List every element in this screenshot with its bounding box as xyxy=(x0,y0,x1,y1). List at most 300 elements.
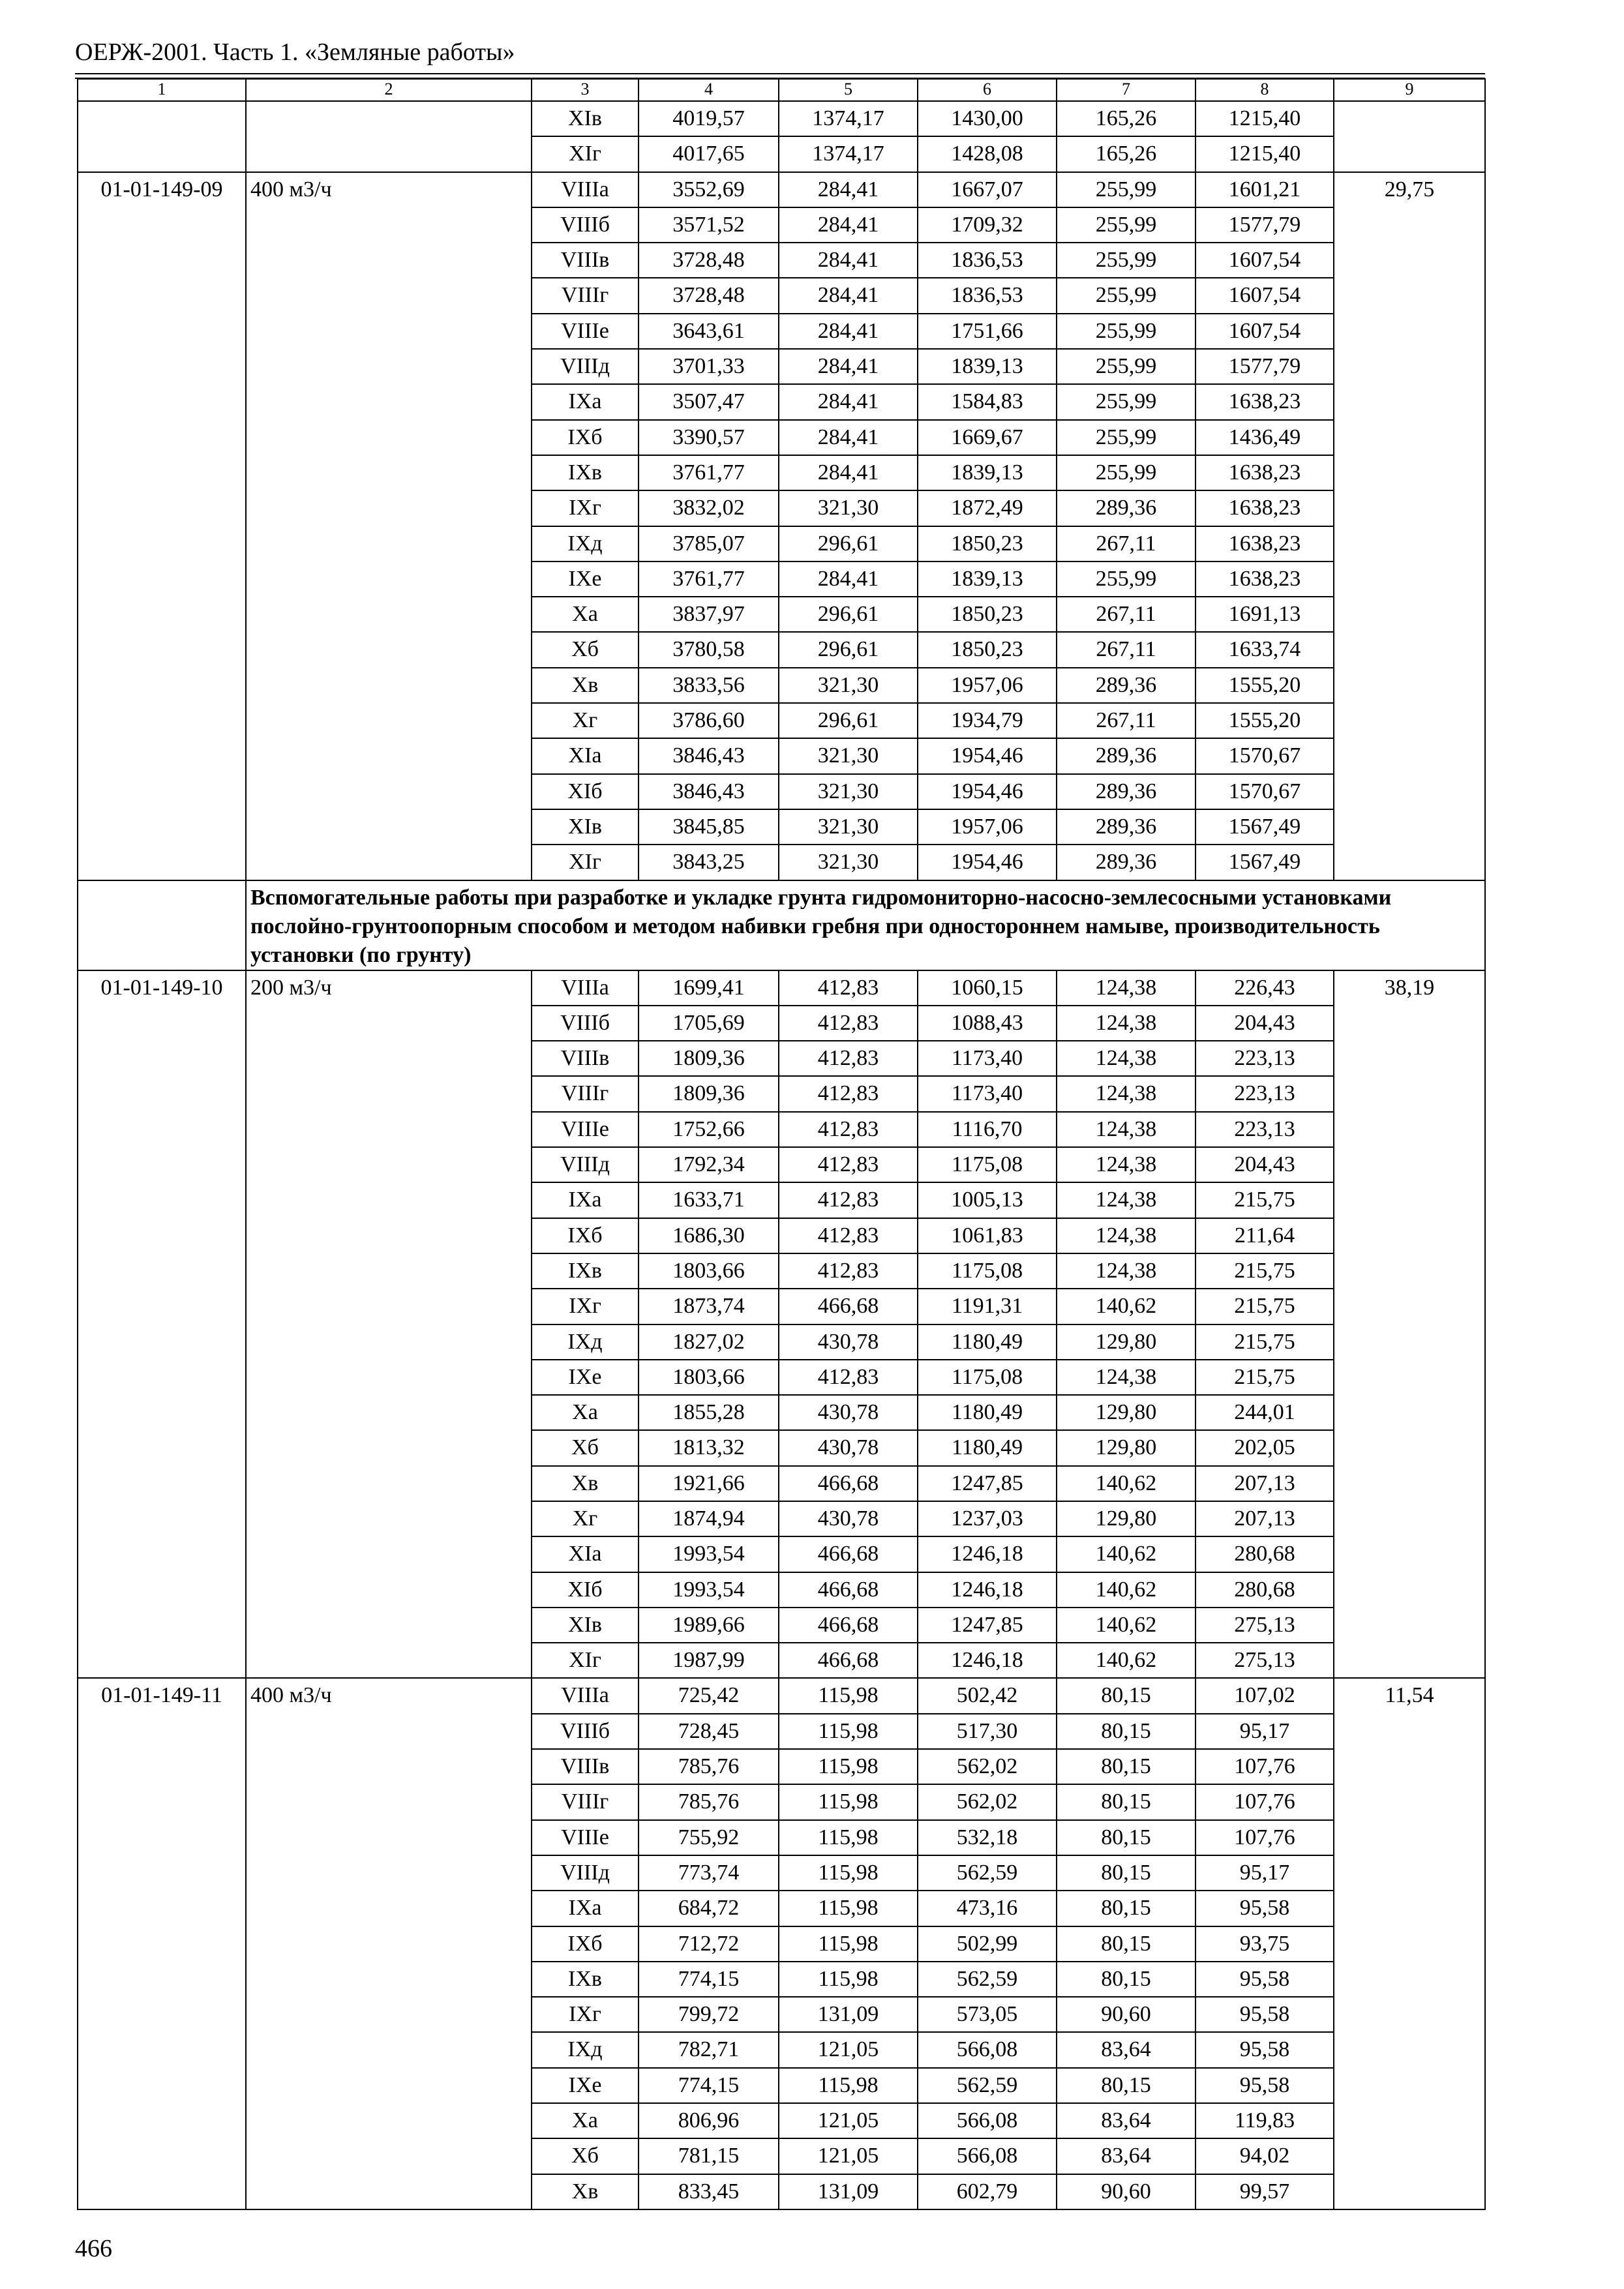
value-cell: 223,13 xyxy=(1195,1041,1334,1076)
value-cell: 115,98 xyxy=(779,1749,918,1784)
soil-group-cell: Xв xyxy=(532,2174,639,2209)
soil-group-cell: IXг xyxy=(532,1997,639,2032)
code-cell xyxy=(78,101,246,172)
value-cell: 430,78 xyxy=(779,1501,918,1536)
code-cell: 01-01-149-09 xyxy=(78,172,246,880)
value-cell: 1638,23 xyxy=(1195,455,1334,490)
soil-group-cell: VIIIа xyxy=(532,970,639,1006)
value-cell: 284,41 xyxy=(779,561,918,597)
soil-group-cell: Xг xyxy=(532,1501,639,1536)
value-cell: 255,99 xyxy=(1057,455,1195,490)
value-cell: 115,98 xyxy=(779,1784,918,1819)
value-cell: 4017,65 xyxy=(639,136,779,172)
value-cell: 267,11 xyxy=(1057,597,1195,632)
soil-group-cell: IXб xyxy=(532,1926,639,1962)
page-header-title: ОЕРЖ-2001. Часть 1. «Земляные работы» xyxy=(75,38,515,66)
value-cell: 121,05 xyxy=(779,2103,918,2138)
value-cell: 1855,28 xyxy=(639,1395,779,1430)
column-number: 9 xyxy=(1334,79,1485,101)
column-number: 1 xyxy=(78,79,246,101)
value-cell: 774,15 xyxy=(639,2068,779,2103)
value-cell: 430,78 xyxy=(779,1324,918,1360)
soil-group-cell: VIIIв xyxy=(532,1749,639,1784)
value-cell: 124,38 xyxy=(1057,1253,1195,1289)
soil-group-cell: VIIIе xyxy=(532,314,639,349)
value-cell: 1247,85 xyxy=(918,1466,1057,1501)
value-cell: 1638,23 xyxy=(1195,561,1334,597)
soil-group-cell: IXд xyxy=(532,1324,639,1360)
value-cell: 284,41 xyxy=(779,278,918,313)
col9-cell xyxy=(1334,101,1485,172)
value-cell: 773,74 xyxy=(639,1855,779,1891)
value-cell: 1175,08 xyxy=(918,1360,1057,1395)
value-cell: 3728,48 xyxy=(639,278,779,313)
value-cell: 3390,57 xyxy=(639,420,779,455)
value-cell: 1638,23 xyxy=(1195,384,1334,419)
value-cell: 712,72 xyxy=(639,1926,779,1962)
table-row xyxy=(78,101,1485,136)
value-cell: 566,08 xyxy=(918,2032,1057,2067)
value-cell: 296,61 xyxy=(779,632,918,667)
code-cell: 01-01-149-10 xyxy=(78,970,246,1679)
value-cell: 466,68 xyxy=(779,1572,918,1608)
value-cell: 115,98 xyxy=(779,1926,918,1962)
value-cell: 289,36 xyxy=(1057,738,1195,773)
value-cell: 1570,67 xyxy=(1195,774,1334,809)
value-cell: 1752,66 xyxy=(639,1112,779,1147)
value-cell: 1792,34 xyxy=(639,1147,779,1182)
value-cell: 502,99 xyxy=(918,1926,1057,1962)
value-cell: 1173,40 xyxy=(918,1076,1057,1111)
value-cell: 131,09 xyxy=(779,2174,918,2209)
value-cell: 94,02 xyxy=(1195,2138,1334,2174)
value-cell: 215,75 xyxy=(1195,1253,1334,1289)
value-cell: 3571,52 xyxy=(639,207,779,243)
value-cell: 255,99 xyxy=(1057,278,1195,313)
value-cell: 1601,21 xyxy=(1195,172,1334,207)
value-cell: 3507,47 xyxy=(639,384,779,419)
value-cell: 1954,46 xyxy=(918,774,1057,809)
soil-group-cell: Xб xyxy=(532,632,639,667)
value-cell: 115,98 xyxy=(779,1820,918,1855)
value-cell: 562,59 xyxy=(918,1962,1057,1997)
soil-group-cell: VIIIб xyxy=(532,1006,639,1041)
value-cell: 1836,53 xyxy=(918,243,1057,278)
productivity-cell: 200 м3/ч xyxy=(246,970,532,1679)
value-cell: 107,76 xyxy=(1195,1820,1334,1855)
value-cell: 785,76 xyxy=(639,1749,779,1784)
value-cell: 215,75 xyxy=(1195,1289,1334,1324)
value-cell: 1374,17 xyxy=(779,101,918,136)
value-cell: 1993,54 xyxy=(639,1572,779,1608)
value-cell: 207,13 xyxy=(1195,1466,1334,1501)
value-cell: 1607,54 xyxy=(1195,243,1334,278)
value-cell: 473,16 xyxy=(918,1891,1057,1926)
section-heading: Вспомогательные работы при разработке и укладке грунта гидромониторно-насосно-землесосными установками послойно-грунтоопорным способом и методом набивки гребня при одностороннем намыве, производительность установки (по грунту) xyxy=(246,880,1485,970)
table-row xyxy=(78,1678,1485,1713)
soil-group-cell: VIIIа xyxy=(532,1678,639,1713)
value-cell: 1374,17 xyxy=(779,136,918,172)
soil-group-cell: VIIIд xyxy=(532,1855,639,1891)
value-cell: 3843,25 xyxy=(639,845,779,880)
value-cell: 107,76 xyxy=(1195,1749,1334,1784)
soil-group-cell: XIа xyxy=(532,1536,639,1572)
value-cell: 95,58 xyxy=(1195,2032,1334,2067)
section-heading-spacer xyxy=(78,880,246,970)
soil-group-cell: IXг xyxy=(532,490,639,526)
value-cell: 275,13 xyxy=(1195,1643,1334,1678)
value-cell: 1699,41 xyxy=(639,970,779,1006)
value-cell: 280,68 xyxy=(1195,1536,1334,1572)
value-cell: 255,99 xyxy=(1057,314,1195,349)
value-cell: 95,58 xyxy=(1195,1962,1334,1997)
value-cell: 1827,02 xyxy=(639,1324,779,1360)
value-cell: 296,61 xyxy=(779,703,918,738)
value-cell: 95,58 xyxy=(1195,1891,1334,1926)
value-cell: 1175,08 xyxy=(918,1253,1057,1289)
soil-group-cell: IXе xyxy=(532,561,639,597)
soil-group-cell: VIIIе xyxy=(532,1112,639,1147)
value-cell: 412,83 xyxy=(779,1006,918,1041)
value-cell: 202,05 xyxy=(1195,1430,1334,1465)
value-cell: 1555,20 xyxy=(1195,703,1334,738)
value-cell: 296,61 xyxy=(779,526,918,561)
value-cell: 124,38 xyxy=(1057,1218,1195,1253)
value-cell: 140,62 xyxy=(1057,1289,1195,1324)
soil-group-cell: VIIIг xyxy=(532,278,639,313)
value-cell: 321,30 xyxy=(779,668,918,703)
value-cell: 412,83 xyxy=(779,1182,918,1218)
value-cell: 267,11 xyxy=(1057,632,1195,667)
value-cell: 1175,08 xyxy=(918,1147,1057,1182)
value-cell: 3786,60 xyxy=(639,703,779,738)
value-cell: 412,83 xyxy=(779,1112,918,1147)
value-cell: 140,62 xyxy=(1057,1572,1195,1608)
value-cell: 289,36 xyxy=(1057,809,1195,845)
value-cell: 4019,57 xyxy=(639,101,779,136)
value-cell: 1577,79 xyxy=(1195,349,1334,384)
value-cell: 573,05 xyxy=(918,1997,1057,2032)
value-cell: 1060,15 xyxy=(918,970,1057,1006)
soil-group-cell: VIIIб xyxy=(532,207,639,243)
value-cell: 80,15 xyxy=(1057,1784,1195,1819)
soil-group-cell: IXд xyxy=(532,2032,639,2067)
value-cell: 1570,67 xyxy=(1195,738,1334,773)
soil-group-cell: VIIIе xyxy=(532,1820,639,1855)
value-cell: 1686,30 xyxy=(639,1218,779,1253)
value-cell: 255,99 xyxy=(1057,207,1195,243)
soil-group-cell: XIа xyxy=(532,738,639,773)
value-cell: 223,13 xyxy=(1195,1112,1334,1147)
value-cell: 95,17 xyxy=(1195,1855,1334,1891)
column-number: 2 xyxy=(246,79,532,101)
value-cell: 93,75 xyxy=(1195,1926,1334,1962)
value-cell: 223,13 xyxy=(1195,1076,1334,1111)
value-cell: 602,79 xyxy=(918,2174,1057,2209)
value-cell: 684,72 xyxy=(639,1891,779,1926)
value-cell: 267,11 xyxy=(1057,526,1195,561)
value-cell: 781,15 xyxy=(639,2138,779,2174)
value-cell: 204,43 xyxy=(1195,1147,1334,1182)
value-cell: 3643,61 xyxy=(639,314,779,349)
soil-group-cell: XIг xyxy=(532,136,639,172)
value-cell: 1638,23 xyxy=(1195,526,1334,561)
soil-group-cell: IXв xyxy=(532,1253,639,1289)
value-cell: 3761,77 xyxy=(639,561,779,597)
value-cell: 517,30 xyxy=(918,1714,1057,1749)
value-cell: 1584,83 xyxy=(918,384,1057,419)
value-cell: 296,61 xyxy=(779,597,918,632)
col9-cell: 38,19 xyxy=(1334,970,1485,1679)
value-cell: 284,41 xyxy=(779,172,918,207)
value-cell: 1428,08 xyxy=(918,136,1057,172)
soil-group-cell: Xа xyxy=(532,2103,639,2138)
soil-group-cell: IXа xyxy=(532,1891,639,1926)
value-cell: 1669,67 xyxy=(918,420,1057,455)
soil-group-cell: IXг xyxy=(532,1289,639,1324)
value-cell: 3846,43 xyxy=(639,774,779,809)
value-cell: 833,45 xyxy=(639,2174,779,2209)
rates-table xyxy=(77,78,1486,2210)
value-cell: 1430,00 xyxy=(918,101,1057,136)
table-row xyxy=(78,970,1485,1006)
value-cell: 532,18 xyxy=(918,1820,1057,1855)
value-cell: 115,98 xyxy=(779,2068,918,2103)
value-cell: 124,38 xyxy=(1057,1360,1195,1395)
value-cell: 207,13 xyxy=(1195,1501,1334,1536)
value-cell: 204,43 xyxy=(1195,1006,1334,1041)
value-cell: 215,75 xyxy=(1195,1324,1334,1360)
soil-group-cell: IXв xyxy=(532,1962,639,1997)
value-cell: 1180,49 xyxy=(918,1430,1057,1465)
soil-group-cell: XIб xyxy=(532,774,639,809)
column-number: 5 xyxy=(779,79,918,101)
value-cell: 3837,97 xyxy=(639,597,779,632)
value-cell: 95,17 xyxy=(1195,1714,1334,1749)
value-cell: 165,26 xyxy=(1057,136,1195,172)
soil-group-cell: XIв xyxy=(532,809,639,845)
value-cell: 562,02 xyxy=(918,1749,1057,1784)
soil-group-cell: IXв xyxy=(532,455,639,490)
soil-group-cell: XIб xyxy=(532,1572,639,1608)
value-cell: 1180,49 xyxy=(918,1395,1057,1430)
value-cell: 1607,54 xyxy=(1195,314,1334,349)
productivity-cell: 400 м3/ч xyxy=(246,1678,532,2209)
value-cell: 1839,13 xyxy=(918,561,1057,597)
value-cell: 502,42 xyxy=(918,1678,1057,1713)
soil-group-cell: VIIIб xyxy=(532,1714,639,1749)
value-cell: 80,15 xyxy=(1057,1926,1195,1962)
value-cell: 1180,49 xyxy=(918,1324,1057,1360)
value-cell: 3552,69 xyxy=(639,172,779,207)
value-cell: 1705,69 xyxy=(639,1006,779,1041)
value-cell: 1957,06 xyxy=(918,809,1057,845)
value-cell: 1173,40 xyxy=(918,1041,1057,1076)
value-cell: 412,83 xyxy=(779,1041,918,1076)
value-cell: 80,15 xyxy=(1057,1678,1195,1713)
value-cell: 430,78 xyxy=(779,1430,918,1465)
value-cell: 284,41 xyxy=(779,349,918,384)
value-cell: 284,41 xyxy=(779,243,918,278)
value-cell: 95,58 xyxy=(1195,1997,1334,2032)
column-number: 8 xyxy=(1195,79,1334,101)
value-cell: 562,59 xyxy=(918,2068,1057,2103)
value-cell: 1809,36 xyxy=(639,1076,779,1111)
col9-cell: 11,54 xyxy=(1334,1678,1485,2209)
value-cell: 289,36 xyxy=(1057,668,1195,703)
value-cell: 121,05 xyxy=(779,2032,918,2067)
column-number-row xyxy=(78,79,1485,101)
soil-group-cell: Xв xyxy=(532,1466,639,1501)
value-cell: 83,64 xyxy=(1057,2032,1195,2067)
soil-group-cell: VIIIг xyxy=(532,1076,639,1111)
table-row xyxy=(78,172,1485,207)
value-cell: 806,96 xyxy=(639,2103,779,2138)
productivity-cell: 400 м3/ч xyxy=(246,172,532,880)
soil-group-cell: XIв xyxy=(532,1608,639,1643)
value-cell: 1215,40 xyxy=(1195,101,1334,136)
value-cell: 1934,79 xyxy=(918,703,1057,738)
value-cell: 782,71 xyxy=(639,2032,779,2067)
value-cell: 321,30 xyxy=(779,738,918,773)
header-rule-top xyxy=(75,73,1485,74)
value-cell: 115,98 xyxy=(779,1678,918,1713)
value-cell: 267,11 xyxy=(1057,703,1195,738)
value-cell: 1638,23 xyxy=(1195,490,1334,526)
value-cell: 562,59 xyxy=(918,1855,1057,1891)
value-cell: 1987,99 xyxy=(639,1643,779,1678)
soil-group-cell: Xа xyxy=(532,597,639,632)
value-cell: 115,98 xyxy=(779,1891,918,1926)
value-cell: 3780,58 xyxy=(639,632,779,667)
soil-group-cell: Xв xyxy=(532,668,639,703)
value-cell: 255,99 xyxy=(1057,420,1195,455)
soil-group-cell: Xб xyxy=(532,1430,639,1465)
value-cell: 289,36 xyxy=(1057,845,1195,880)
value-cell: 1873,74 xyxy=(639,1289,779,1324)
value-cell: 80,15 xyxy=(1057,1714,1195,1749)
value-cell: 95,58 xyxy=(1195,2068,1334,2103)
value-cell: 1667,07 xyxy=(918,172,1057,207)
value-cell: 90,60 xyxy=(1057,2174,1195,2209)
value-cell: 466,68 xyxy=(779,1536,918,1572)
soil-group-cell: VIIIд xyxy=(532,1147,639,1182)
soil-group-cell: IXд xyxy=(532,526,639,561)
value-cell: 129,80 xyxy=(1057,1395,1195,1430)
value-cell: 785,76 xyxy=(639,1784,779,1819)
value-cell: 124,38 xyxy=(1057,1041,1195,1076)
value-cell: 728,45 xyxy=(639,1714,779,1749)
soil-group-cell: VIIIв xyxy=(532,243,639,278)
value-cell: 80,15 xyxy=(1057,1749,1195,1784)
value-cell: 562,02 xyxy=(918,1784,1057,1819)
value-cell: 3785,07 xyxy=(639,526,779,561)
value-cell: 1872,49 xyxy=(918,490,1057,526)
value-cell: 1989,66 xyxy=(639,1608,779,1643)
value-cell: 1850,23 xyxy=(918,632,1057,667)
value-cell: 566,08 xyxy=(918,2103,1057,2138)
value-cell: 289,36 xyxy=(1057,774,1195,809)
value-cell: 321,30 xyxy=(779,490,918,526)
value-cell: 412,83 xyxy=(779,1147,918,1182)
value-cell: 466,68 xyxy=(779,1289,918,1324)
soil-group-cell: IXе xyxy=(532,1360,639,1395)
value-cell: 255,99 xyxy=(1057,349,1195,384)
soil-group-cell: XIв xyxy=(532,101,639,136)
value-cell: 215,75 xyxy=(1195,1360,1334,1395)
value-cell: 284,41 xyxy=(779,384,918,419)
value-cell: 80,15 xyxy=(1057,2068,1195,2103)
value-cell: 1191,31 xyxy=(918,1289,1057,1324)
soil-group-cell: Xб xyxy=(532,2138,639,2174)
value-cell: 321,30 xyxy=(779,845,918,880)
value-cell: 1850,23 xyxy=(918,526,1057,561)
value-cell: 226,43 xyxy=(1195,970,1334,1006)
value-cell: 80,15 xyxy=(1057,1962,1195,1997)
value-cell: 1954,46 xyxy=(918,845,1057,880)
value-cell: 1809,36 xyxy=(639,1041,779,1076)
value-cell: 412,83 xyxy=(779,1076,918,1111)
value-cell: 725,42 xyxy=(639,1678,779,1713)
value-cell: 1246,18 xyxy=(918,1572,1057,1608)
value-cell: 430,78 xyxy=(779,1395,918,1430)
value-cell: 3846,43 xyxy=(639,738,779,773)
value-cell: 1237,03 xyxy=(918,1501,1057,1536)
value-cell: 255,99 xyxy=(1057,172,1195,207)
soil-group-cell: XIг xyxy=(532,845,639,880)
value-cell: 1691,13 xyxy=(1195,597,1334,632)
value-cell: 80,15 xyxy=(1057,1855,1195,1891)
value-cell: 83,64 xyxy=(1057,2138,1195,2174)
value-cell: 799,72 xyxy=(639,1997,779,2032)
value-cell: 244,01 xyxy=(1195,1395,1334,1430)
soil-group-cell: IXа xyxy=(532,384,639,419)
value-cell: 466,68 xyxy=(779,1643,918,1678)
value-cell: 131,09 xyxy=(779,1997,918,2032)
value-cell: 1957,06 xyxy=(918,668,1057,703)
value-cell: 165,26 xyxy=(1057,101,1195,136)
value-cell: 1709,32 xyxy=(918,207,1057,243)
value-cell: 3845,85 xyxy=(639,809,779,845)
value-cell: 1954,46 xyxy=(918,738,1057,773)
value-cell: 140,62 xyxy=(1057,1466,1195,1501)
value-cell: 140,62 xyxy=(1057,1643,1195,1678)
value-cell: 1088,43 xyxy=(918,1006,1057,1041)
value-cell: 107,76 xyxy=(1195,1784,1334,1819)
value-cell: 1246,18 xyxy=(918,1536,1057,1572)
value-cell: 1567,49 xyxy=(1195,845,1334,880)
value-cell: 1005,13 xyxy=(918,1182,1057,1218)
value-cell: 255,99 xyxy=(1057,384,1195,419)
value-cell: 1577,79 xyxy=(1195,207,1334,243)
value-cell: 284,41 xyxy=(779,314,918,349)
page-number: 466 xyxy=(75,2235,112,2262)
value-cell: 1751,66 xyxy=(918,314,1057,349)
value-cell: 215,75 xyxy=(1195,1182,1334,1218)
value-cell: 129,80 xyxy=(1057,1501,1195,1536)
value-cell: 80,15 xyxy=(1057,1891,1195,1926)
column-number: 4 xyxy=(639,79,779,101)
column-number: 3 xyxy=(532,79,639,101)
value-cell: 1247,85 xyxy=(918,1608,1057,1643)
value-cell: 1607,54 xyxy=(1195,278,1334,313)
value-cell: 1803,66 xyxy=(639,1360,779,1395)
value-cell: 1874,94 xyxy=(639,1501,779,1536)
productivity-cell xyxy=(246,101,532,172)
value-cell: 1567,49 xyxy=(1195,809,1334,845)
value-cell: 107,02 xyxy=(1195,1678,1334,1713)
section-heading-row xyxy=(78,880,1485,970)
